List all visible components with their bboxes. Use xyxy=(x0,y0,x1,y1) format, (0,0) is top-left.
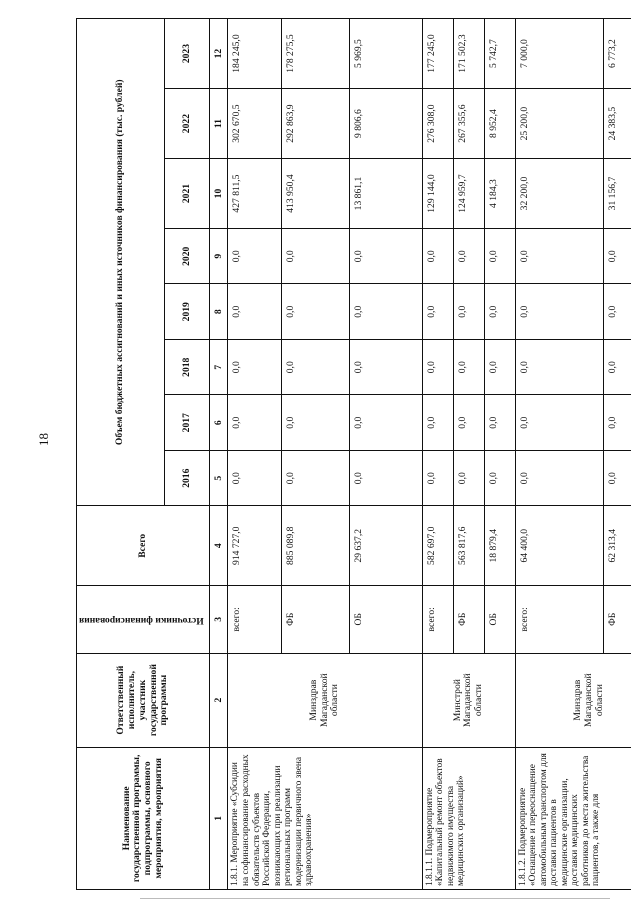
header-year: 2023 xyxy=(165,19,210,89)
column-number: 10 xyxy=(210,159,228,229)
year-value: 0,0 xyxy=(422,395,453,450)
header-funding: Объем бюджетных ассигнований и иных источников финансирования (тыс. рублей) xyxy=(77,19,165,506)
header-year: 2022 xyxy=(165,89,210,159)
responsible-executor: Минстрой Магаданской области xyxy=(422,653,515,747)
column-number: 8 xyxy=(210,284,228,339)
year-value: 7 000,0 xyxy=(515,19,604,89)
year-value: 0,0 xyxy=(350,284,422,339)
year-value: 0,0 xyxy=(282,284,350,339)
column-number: 3 xyxy=(210,586,228,654)
total-value: 29 637,2 xyxy=(350,506,422,586)
column-number: 5 xyxy=(210,450,228,505)
header-source xyxy=(77,586,210,654)
year-value: 0,0 xyxy=(350,229,422,284)
table-row xyxy=(515,19,604,890)
year-value: 0,0 xyxy=(422,229,453,284)
year-value: 178 275,5 xyxy=(282,19,350,89)
year-value: 0,0 xyxy=(515,395,604,450)
year-value: 302 670,5 xyxy=(228,89,282,159)
column-number: 2 xyxy=(210,653,228,747)
year-value: 0,0 xyxy=(350,395,422,450)
year-value: 9 806,6 xyxy=(350,89,422,159)
activity-name: 1.8.1. Мероприятие «Субсидии на софинансирование расходных обязательств субъектов Российской Федерации, возникающих при реализации региональных программ модернизации первичного звена здравоохранения» xyxy=(228,747,422,889)
funding-source: ОБ xyxy=(484,586,515,654)
year-value: 8 952,4 xyxy=(484,89,515,159)
year-value: 0,0 xyxy=(422,339,453,394)
year-value: 5 742,7 xyxy=(484,19,515,89)
year-value: 276 308,0 xyxy=(422,89,453,159)
year-value: 0,0 xyxy=(453,395,484,450)
total-value: 885 089,8 xyxy=(282,506,350,586)
year-value: 0,0 xyxy=(484,395,515,450)
year-value: 177 245,0 xyxy=(422,19,453,89)
year-value: 0,0 xyxy=(350,339,422,394)
year-value: 0,0 xyxy=(515,284,604,339)
column-number: 7 xyxy=(210,339,228,394)
year-value: 0,0 xyxy=(515,339,604,394)
activity-name: 1.8.1.1. Подмероприятие «Капитальный ремонт объектов недвижимого имущества медицинских организаций» xyxy=(422,747,515,889)
year-value: 0,0 xyxy=(282,229,350,284)
table-body xyxy=(228,19,631,890)
header-year: 2020 xyxy=(165,229,210,284)
year-value: 292 863,9 xyxy=(282,89,350,159)
year-value: 0,0 xyxy=(422,450,453,505)
total-value: 914 727,0 xyxy=(228,506,282,586)
header-row-1 xyxy=(77,19,165,890)
year-value: 0,0 xyxy=(282,450,350,505)
year-value: 0,0 xyxy=(484,450,515,505)
bottom-rule xyxy=(140,898,610,899)
header-year: 2018 xyxy=(165,339,210,394)
year-value: 0,0 xyxy=(282,339,350,394)
column-number-row xyxy=(210,19,228,890)
total-value: 64 400,0 xyxy=(515,506,604,586)
year-value: 0,0 xyxy=(604,450,631,505)
header-total: Всего xyxy=(77,506,210,586)
year-value: 0,0 xyxy=(453,284,484,339)
activity-name: 1.8.1.2. Подмероприятие «Оснащение и переоснащение автомобильным транспортом для доставки пациентов в медицинские организации, доставки медицинских работников до места жительства пациентов, а также для xyxy=(515,747,631,889)
header-year: 2016 xyxy=(165,450,210,505)
total-value: 582 697,0 xyxy=(422,506,453,586)
year-value: 0,0 xyxy=(350,450,422,505)
funding-source: ФБ xyxy=(282,586,350,654)
total-value: 563 817,6 xyxy=(453,506,484,586)
year-value: 124 959,7 xyxy=(453,159,484,229)
year-value: 0,0 xyxy=(453,229,484,284)
funding-source: ФБ xyxy=(604,586,631,654)
header-source-text: Источники финансирования xyxy=(79,614,204,626)
rotated-table-frame xyxy=(76,18,631,890)
funding-source: всего: xyxy=(228,586,282,654)
header-responsible: Ответственный исполнитель, участник государственной программы xyxy=(77,653,210,747)
year-value: 0,0 xyxy=(604,284,631,339)
year-value: 171 502,3 xyxy=(453,19,484,89)
year-value: 0,0 xyxy=(453,450,484,505)
year-value: 0,0 xyxy=(515,450,604,505)
header-name: Наименование государственной программы, подпрограммы, основного мероприятия, мероприятия xyxy=(77,747,210,889)
responsible-executor: Минздрав Магаданской области xyxy=(228,653,422,747)
table-row xyxy=(422,19,453,890)
year-value: 129 144,0 xyxy=(422,159,453,229)
year-value: 0,0 xyxy=(228,284,282,339)
year-value: 6 773,2 xyxy=(604,19,631,89)
year-value: 0,0 xyxy=(604,339,631,394)
total-value: 62 313,4 xyxy=(604,506,631,586)
year-value: 0,0 xyxy=(228,395,282,450)
year-value: 4 184,3 xyxy=(484,159,515,229)
year-value: 31 156,7 xyxy=(604,159,631,229)
header-year: 2017 xyxy=(165,395,210,450)
year-value: 267 355,6 xyxy=(453,89,484,159)
year-value: 0,0 xyxy=(484,284,515,339)
year-value: 0,0 xyxy=(422,284,453,339)
funding-source: ФБ xyxy=(453,586,484,654)
header-year: 2019 xyxy=(165,284,210,339)
funding-source: всего: xyxy=(422,586,453,654)
year-value: 0,0 xyxy=(228,450,282,505)
year-value: 13 861,1 xyxy=(350,159,422,229)
column-number: 6 xyxy=(210,395,228,450)
year-value: 0,0 xyxy=(282,395,350,450)
column-number: 9 xyxy=(210,229,228,284)
column-number: 12 xyxy=(210,19,228,89)
year-value: 184 245,0 xyxy=(228,19,282,89)
year-value: 5 969,5 xyxy=(350,19,422,89)
year-value: 25 200,0 xyxy=(515,89,604,159)
year-value: 0,0 xyxy=(604,395,631,450)
year-value: 0,0 xyxy=(604,229,631,284)
year-value: 427 811,5 xyxy=(228,159,282,229)
funding-source: всего: xyxy=(515,586,604,654)
funding-source: ОБ xyxy=(350,586,422,654)
column-number: 4 xyxy=(210,506,228,586)
year-value: 0,0 xyxy=(484,339,515,394)
total-value: 18 879,4 xyxy=(484,506,515,586)
year-value: 32 200,0 xyxy=(515,159,604,229)
responsible-executor: Минздрав Магаданской области xyxy=(515,653,631,747)
funding-table xyxy=(76,18,631,890)
year-value: 0,0 xyxy=(453,339,484,394)
year-value: 0,0 xyxy=(228,229,282,284)
year-value: 0,0 xyxy=(484,229,515,284)
year-value: 0,0 xyxy=(228,339,282,394)
year-value: 413 950,4 xyxy=(282,159,350,229)
header-year: 2021 xyxy=(165,159,210,229)
year-value: 24 383,5 xyxy=(604,89,631,159)
table-row xyxy=(228,19,282,890)
scanned-page xyxy=(76,18,631,890)
year-value: 0,0 xyxy=(515,229,604,284)
column-number: 1 xyxy=(210,747,228,889)
page-number: 18 xyxy=(36,433,51,446)
column-number: 11 xyxy=(210,89,228,159)
